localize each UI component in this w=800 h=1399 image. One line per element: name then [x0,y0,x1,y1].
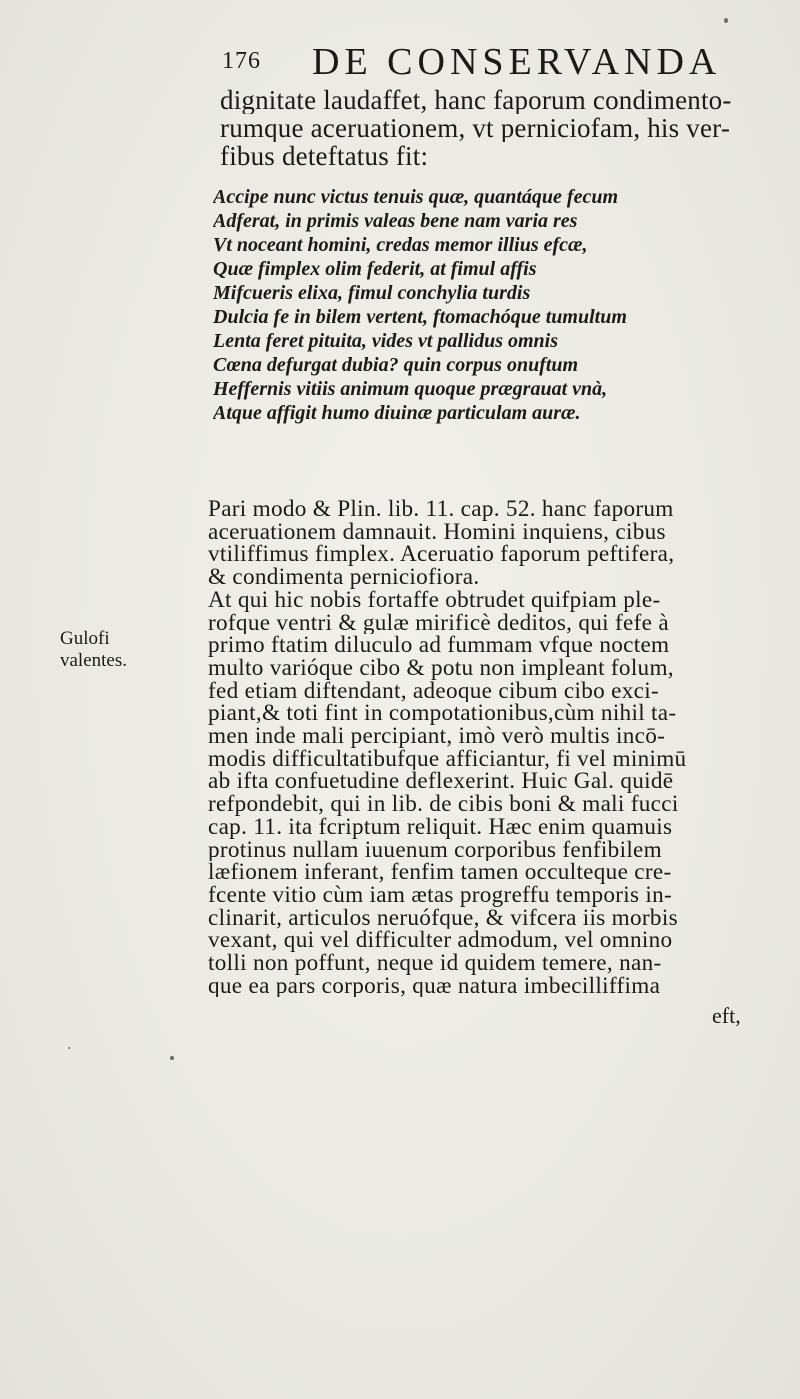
text-line: ab ifta confuetudine deflexerint. Huic Gal. quidē [208,770,674,794]
verse-line: Mifcueris elixa, fimul conchylia turdis [213,282,531,304]
text-line: que ea pars corporis, quæ natura imbecilliffima [208,974,661,998]
text-line: fibus deteftatus fit: [220,142,429,170]
margin-note-line: valentes. [60,650,128,671]
text-line: dignitate laudaffet, hanc faporum condimento- [220,86,732,114]
text-line: multo varióque cibo & potu non impleant folum, [208,656,674,680]
ink-speck [724,18,728,23]
text-line: protinus nullam iuuenum corporibus fenfibilem [208,838,662,862]
verse-line: Vt noceant homini, credas memor illius efcæ, [213,234,588,256]
margin-note [60,628,190,672]
running-title: DE CONSERVANDA [312,41,722,83]
text-line: modis difficultatibufque afficiantur, fi vel minimū [208,747,687,771]
page-number: 176 [222,48,261,74]
verse-line: Quæ fimplex olim federit, at fimul affis [213,258,537,280]
text-line: rofque ventri & gulæ mirificè deditos, qui fefe à [208,611,669,635]
text-line: Pari modo & Plin. lib. 11. cap. 52. hanc faporum [208,498,674,521]
catchword: eft, [712,1003,741,1028]
verse-line: Lenta feret pituita, vides vt pallidus omnis [213,330,558,352]
verse-line: Heffernis vitiis animum quoque prægrauat vnà, [213,378,608,400]
verse-line: Adferat, in primis valeas bene nam varia res [213,210,578,232]
verse-line: Atque affigit humo diuinæ particulam auræ. [213,402,581,424]
margin-note-line: Gulofi [60,628,110,649]
text-line: clinarit, articulos neruófque, & vifcera iis morbis [208,906,678,930]
text-line: cap. 11. ita fcriptum reliquit. Hæc enim quamuis [208,815,673,839]
text-line: piant,& toti fint in compotationibus,cùm nihil ta- [208,702,677,726]
text-line: men inde mali percipiant, imò verò multis incō- [208,725,666,748]
text-line: primo ftatim diluculo ad fummam vfque noctem [208,634,670,657]
text-line: fcente vitio cùm iam ætas progreffu temporis in- [208,883,673,907]
text-line: tolli non poffunt, neque id quidem temere, nan- [208,952,662,975]
text-line: aceruationem damnauit. Homini inquiens, cibus [208,520,666,544]
text-line: læfionem inferant, fenfim tamen occulteque cre- [208,861,672,884]
text-line: fed etiam diftendant, adeoque cibum cibo exci- [208,679,659,703]
prose-paragraphs [208,498,686,997]
text-line: vexant, qui vel difficulter admodum, vel omnino [208,929,673,953]
ink-speck [170,1056,174,1060]
text-line: refpondebit, qui in lib. de cibis boni & mali fucci [208,793,679,816]
text-line: rumque aceruationem, vt perniciofam, his ver- [220,114,731,142]
ink-speck [68,1047,70,1049]
verse-quotation [213,185,627,425]
page-header [222,42,742,82]
text-line: & condimenta perniciofiora. [208,566,480,589]
verse-line: Dulcia fe in bilem vertent, ftomachóque tumultum [213,306,627,328]
verse-line: Accipe nunc victus tenuis quæ, quantáque fecum [213,186,619,208]
text-line: At qui hic nobis fortaffe obtrudet quifpiam ple- [208,588,661,612]
opening-paragraph [220,86,732,170]
verse-line: Cœna defurgat dubia? quin corpus onuftum [213,354,579,376]
text-line: vtiliffimus fimplex. Aceruatio faporum peftifera, [208,543,675,567]
